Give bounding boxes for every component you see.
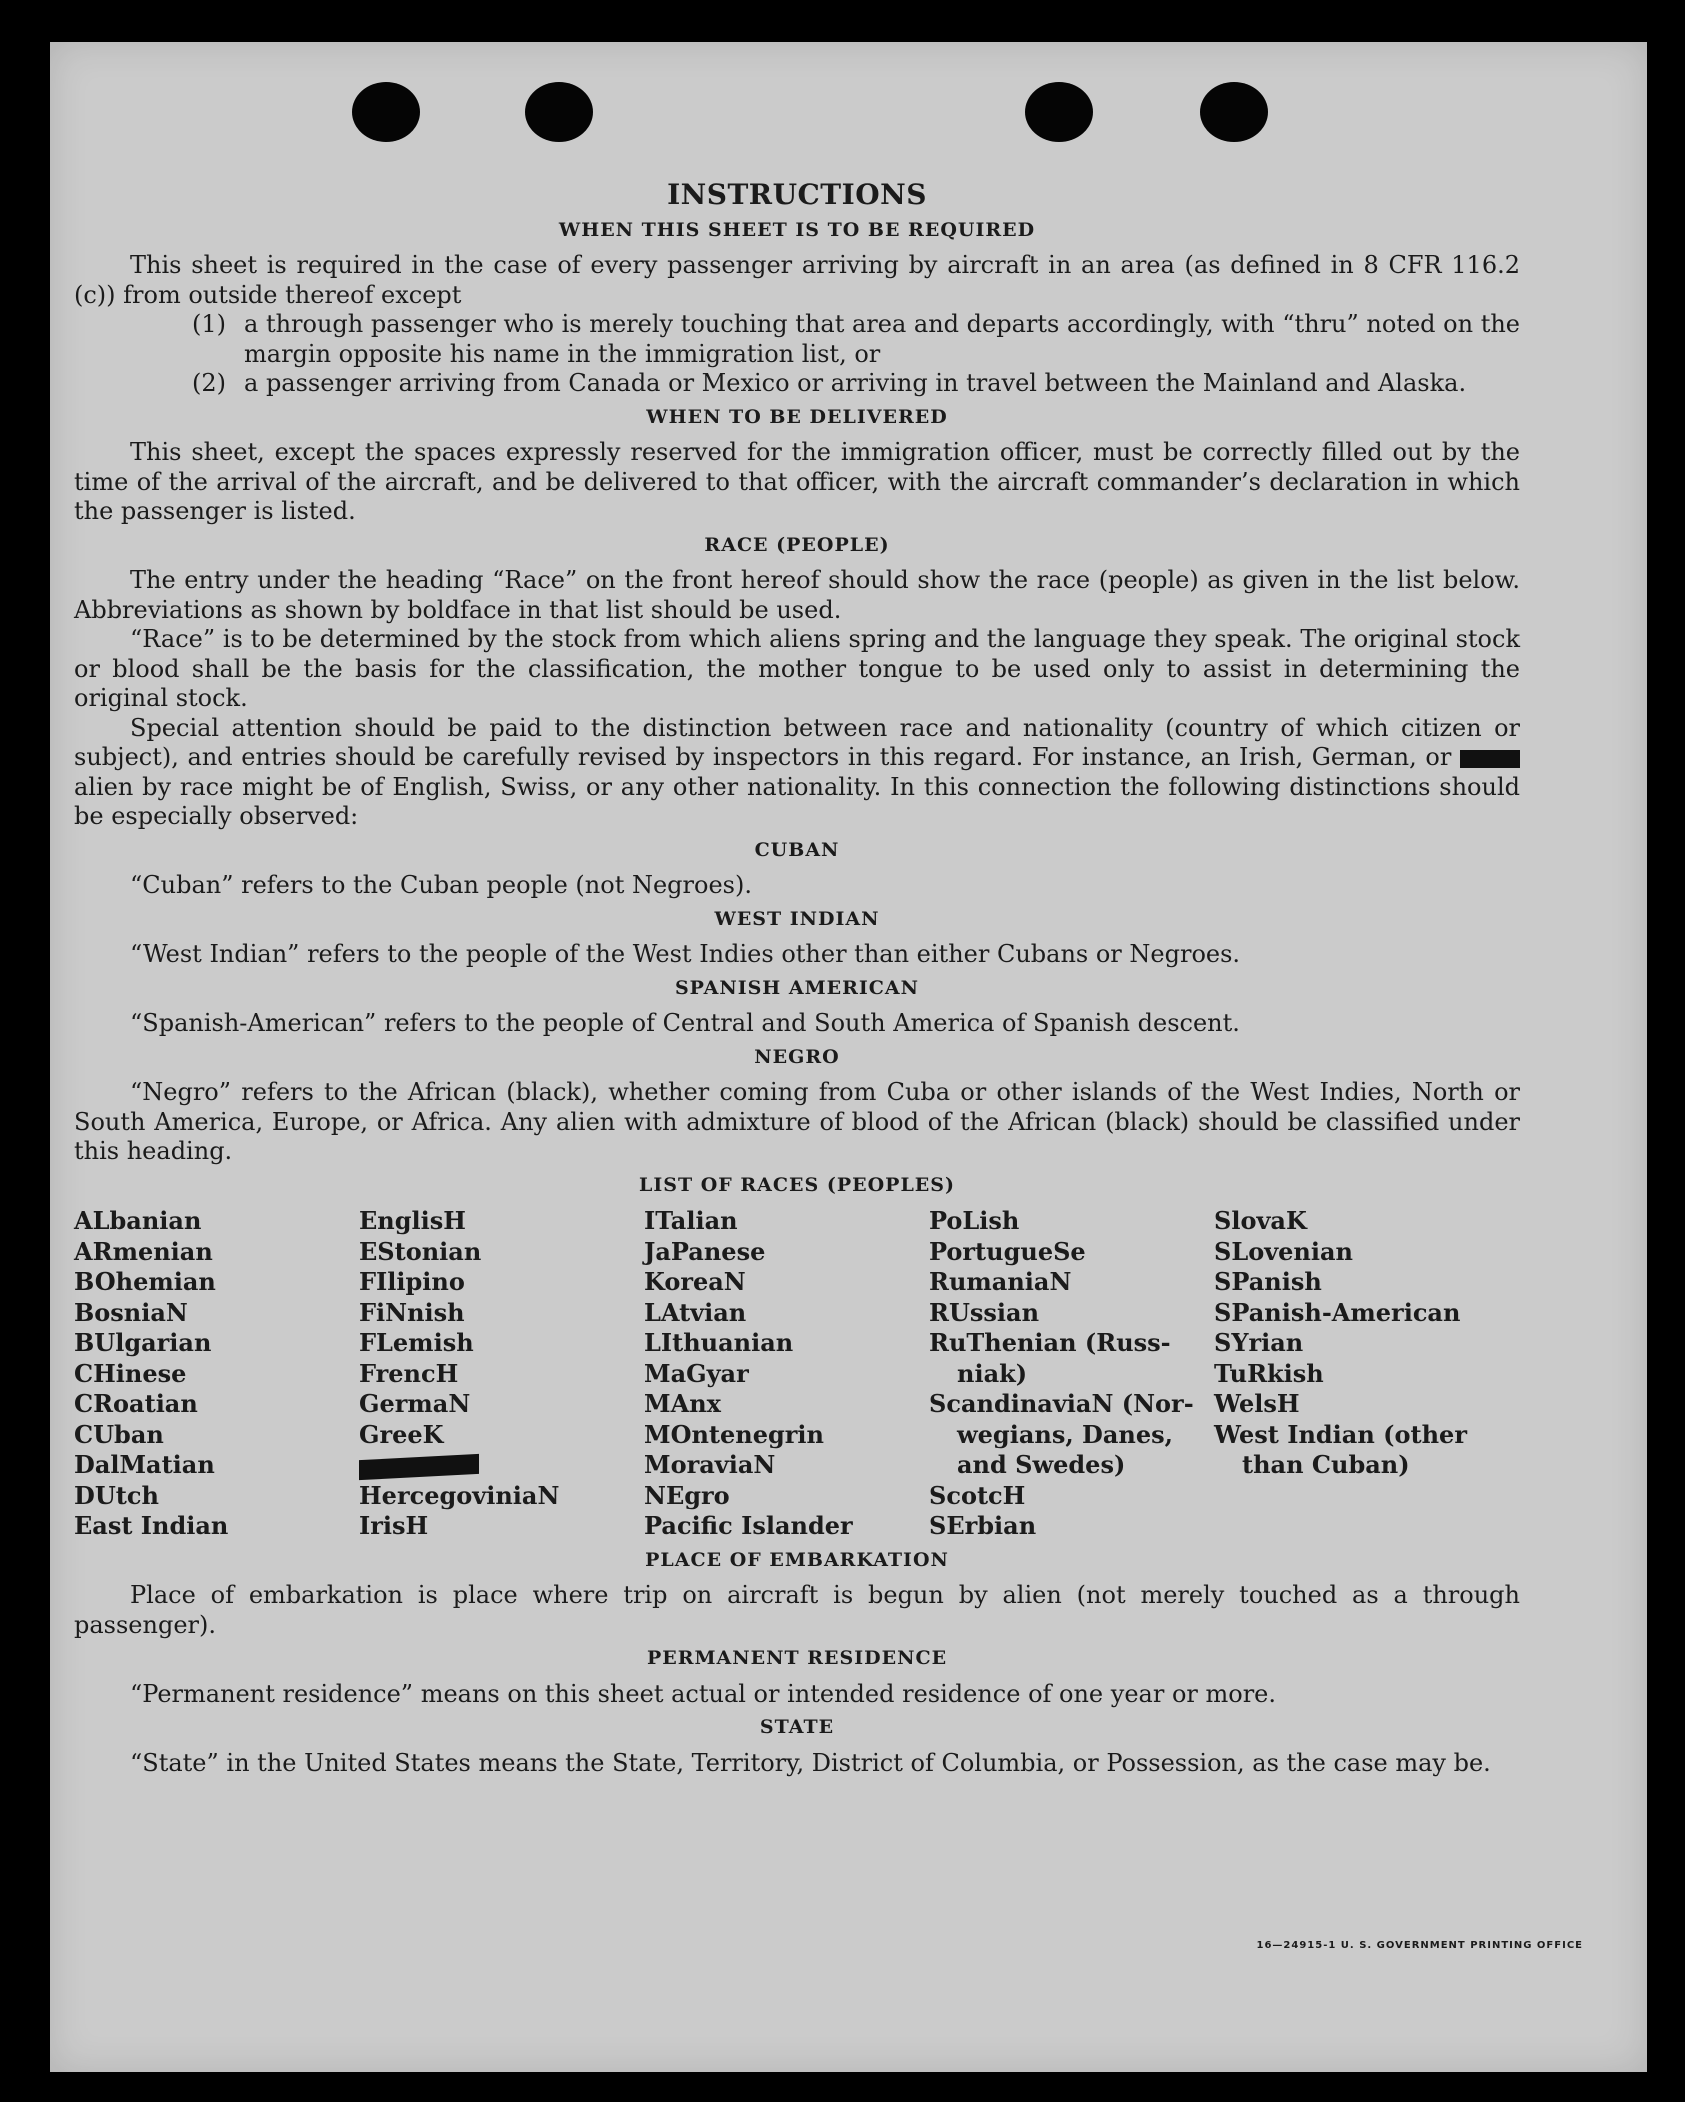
race-entry: GermaN [359,1389,471,1418]
race-paragraph-3: Special attention should be paid to the distinction between race and nationality (country of which citizen or subject), and entries should be carefully revised by inspectors in this regard. For instance, an Irish, German, or alien by race might be of English, Swiss, or any other nationality. In this connection the following distinctions should be especially observed: [74,713,1520,830]
section-heading-spanish-american: SPANISH AMERICAN [674,976,920,999]
race-entry: SPanish [1214,1267,1322,1296]
race-entry: RUssian [929,1297,1040,1327]
residence-paragraph: “Permanent residence” means on this sheet actual or intended residence of one year or more. [130,1679,1276,1708]
races-column-3 [644,1206,929,1542]
race-entry: KoreaN [644,1267,746,1296]
race-entry: MaGyar [644,1358,749,1388]
section-heading-cuban: CUBAN [754,838,840,861]
race-entry: IrisH [359,1511,429,1540]
section-heading-list-of-races: LIST OF RACES (PEOPLES) [639,1173,955,1196]
race-entry: CHinese [74,1358,187,1388]
section-heading-delivered: WHEN TO BE DELIVERED [646,405,948,428]
race-entry: wegians, Danes, [957,1419,1173,1449]
race-entry: than Cuban) [1242,1450,1410,1479]
race-entry: CRoatian [74,1389,198,1418]
section-heading-negro: NEGRO [754,1045,840,1068]
race-entry: ARmenian [74,1236,213,1266]
race-entry: ALbanian [74,1206,202,1235]
race-entry: LIthuanian [644,1328,794,1357]
printer-footer: 16—24915-1 U. S. GOVERNMENT PRINTING OFFICE [1256,1940,1583,1951]
race-entry: MOntenegrin [644,1419,824,1449]
race-entry: ScandinaviaN (Nor- [929,1389,1194,1418]
race-entry: BOhemian [74,1267,216,1296]
section-heading-required: WHEN THIS SHEET IS TO BE REQUIRED [558,218,1036,241]
race-entry: ITalian [644,1206,738,1235]
document-sheet [50,42,1647,2072]
punch-hole [1025,82,1093,142]
race-entry: DUtch [74,1480,159,1510]
race-entry: TuRkish [1214,1358,1324,1388]
race-entry: CUban [74,1419,164,1449]
section-heading-west-indian: WEST INDIAN [714,907,880,930]
section-heading-embarkation: PLACE OF EMBARKATION [645,1548,949,1571]
races-column-5 [1214,1206,1499,1542]
race-entry: NEgro [644,1480,730,1510]
race-entry: RumaniaN [929,1267,1072,1296]
race-entry: PortugueSe [929,1236,1086,1266]
race-entry: BosniaN [74,1297,188,1327]
race-entry: Pacific Islander [644,1511,853,1540]
instructions-body [74,180,1520,1778]
cuban-paragraph: “Cuban” refers to the Cuban people (not Negroes). [130,871,752,899]
race-entry: MoraviaN [644,1450,776,1479]
race-entry: FiNnish [359,1297,465,1327]
west-indian-paragraph: “West Indian” refers to the people of the West Indies other than either Cubans or Negroes. [130,940,1241,968]
spanish-american-paragraph: “Spanish-American” refers to the people of Central and South America of Spanish descent. [130,1009,1240,1037]
race-entry: GreeK [359,1419,444,1449]
races-column-2 [359,1206,644,1542]
page-title: INSTRUCTIONS [667,178,927,211]
race-paragraph-2: “Race” is to be determined by the stock from which aliens spring and the language they speak. The original stock or blood shall be the basis for the classification, the mother tongue to be used only to assist in determining the original stock. [74,625,1520,712]
race-entry: SlovaK [1214,1206,1307,1235]
race-entry: FIlipino [359,1267,465,1296]
section-heading-residence: PERMANENT RESIDENCE [646,1647,948,1669]
race-entry: SPanish-American [1214,1297,1461,1327]
section-heading-race: RACE (PEOPLE) [704,533,890,556]
race-entry: SLovenian [1214,1236,1353,1266]
race-entry: FLemish [359,1328,474,1357]
race-entry: EnglisH [359,1206,466,1235]
race-entry: RuThenian (Russ- [929,1328,1171,1357]
race-entry: EStonian [359,1236,482,1266]
race-entry: JaPanese [644,1236,766,1266]
race-entry: WelsH [1214,1389,1300,1418]
race-paragraph-1: The entry under the heading “Race” on the front hereof should show the race (people) as given in the list below. Abbreviations as shown by boldface in that list should be used. [74,566,1520,624]
race-entry: ScotcH [929,1480,1026,1510]
race-entry: SErbian [929,1511,1037,1540]
negro-paragraph: “Negro” refers to the African (black), whether coming from Cuba or other islands of the West Indies, North or South America, Europe, or Africa. Any alien with admixture of blood of the African (black) should be classified under this heading. [74,1078,1520,1165]
redaction-mark [1460,750,1520,768]
state-paragraph: “State” in the United States means the State, Territory, District of Columbia, or Possession, as the case may be. [130,1748,1491,1777]
race-entry: and Swedes) [957,1450,1126,1479]
races-column-4 [929,1206,1214,1542]
races-table [74,1206,1520,1542]
section-heading-state: STATE [759,1716,835,1738]
intro-paragraph: This sheet is required in the case of every passenger arriving by aircraft in an area (as defined in 8 CFR 116.2 (c)) from outside thereof except [74,251,1520,309]
race-entry-redacted [359,1450,644,1481]
race-entry: FrencH [359,1358,459,1388]
exception-item: (1) a through passenger who is merely touching that area and departs accordingly, with “thru” noted on the margin opposite his name in the immigration list, or [192,310,1520,368]
race-entry: HercegoviniaN [359,1480,560,1510]
race-entry: niak) [957,1358,1028,1388]
embarkation-paragraph: Place of embarkation is place where trip on aircraft is begun by alien (not merely touched as a through passenger). [74,1581,1520,1639]
race-entry: DalMatian [74,1450,215,1479]
race-entry: West Indian (other [1214,1419,1467,1449]
redaction-mark [359,1453,479,1479]
race-entry: SYrian [1214,1328,1304,1357]
delivered-paragraph: This sheet, except the spaces expressly reserved for the immigration officer, must be correctly filled out by the time of the arrival of the aircraft, and be delivered to that officer, with the aircraft commander’s declaration in which the passenger is listed. [74,438,1520,525]
race-entry: MAnx [644,1389,721,1418]
race-entry: LAtvian [644,1297,747,1327]
race-entry: BUlgarian [74,1328,212,1357]
punch-hole [352,82,420,142]
punch-hole [1200,82,1268,142]
race-entry: PoLish [929,1206,1020,1235]
races-column-1 [74,1206,359,1542]
punch-hole [525,82,593,142]
race-entry: East Indian [74,1511,229,1540]
exception-item: (2) a passenger arriving from Canada or Mexico or arriving in travel between the Mainland and Alaska. [192,369,1467,397]
